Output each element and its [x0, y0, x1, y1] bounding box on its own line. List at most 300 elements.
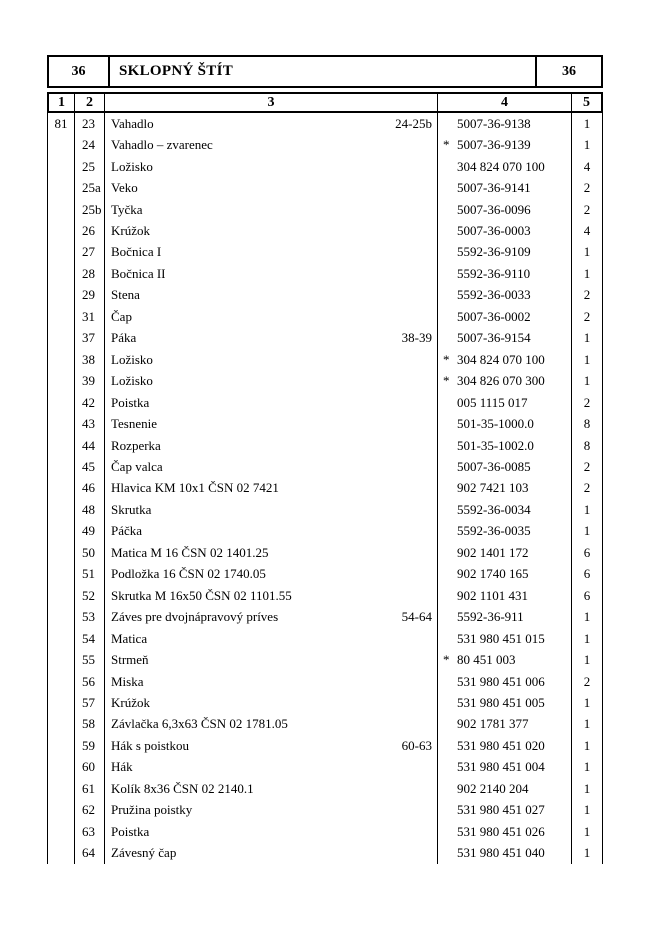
qty-cell: 6: [583, 566, 591, 582]
part-number-cell: [438, 606, 572, 627]
qty-cell: 2: [583, 201, 591, 217]
qty-cell: 8: [583, 437, 591, 453]
group-number-cell: [48, 499, 75, 520]
position-cell: 45: [75, 456, 105, 477]
part-name: Ložisko: [111, 351, 153, 367]
qty-cell: 1: [583, 737, 591, 753]
name-cell: [105, 628, 438, 649]
table-row: [48, 628, 602, 649]
part-number-cell: [438, 349, 572, 370]
column-header-1: 1: [49, 94, 75, 111]
qty-cell: 1: [583, 265, 591, 281]
qty-cell: 2: [583, 180, 591, 196]
name-cell: [105, 671, 438, 692]
part-number: 5592-36-0033: [457, 287, 531, 303]
part-number: 80 451 003: [457, 652, 516, 668]
position-cell: 57: [75, 692, 105, 713]
name-cell: [105, 585, 438, 606]
table-body: [47, 113, 603, 864]
group-number-cell: [48, 306, 75, 327]
part-number: 902 1740 165: [457, 566, 529, 582]
name-cell: [105, 821, 438, 842]
part-number-cell: [438, 413, 572, 434]
group-number-cell: [48, 521, 75, 542]
position-cell: 25b: [75, 199, 105, 220]
part-number: 501-35-1000.0: [457, 416, 534, 432]
position-cell: 55: [75, 649, 105, 670]
name-cell: [105, 242, 438, 263]
group-number-cell: [48, 606, 75, 627]
part-number-cell: [438, 542, 572, 563]
table-row: [48, 842, 602, 863]
part-number: 5007-36-0085: [457, 458, 531, 474]
position-cell: 64: [75, 842, 105, 863]
part-name: Rozperka: [111, 437, 161, 453]
qty-cell: 1: [583, 330, 591, 346]
group-number-cell: [48, 842, 75, 863]
qty-cell: 1: [583, 244, 591, 260]
qty-cell: 1: [583, 609, 591, 625]
part-name: Pružina poistky: [111, 802, 193, 818]
qty-cell: 1: [583, 845, 591, 861]
page-title: SKLOPNÝ ŠTÍT: [110, 57, 537, 86]
part-number: 902 2140 204: [457, 780, 529, 796]
table-row: [48, 714, 602, 735]
part-name: Páka: [111, 330, 137, 346]
qty-cell: 6: [583, 544, 591, 560]
part-name: Záves pre dvojnápravový príves: [111, 609, 279, 625]
qty-cell: 1: [583, 780, 591, 796]
part-number: 531 980 451 026: [457, 823, 545, 839]
part-number: 501-35-1002.0: [457, 437, 534, 453]
part-number: 5007-36-0003: [457, 222, 531, 238]
part-number-cell: [438, 435, 572, 456]
table-row: [48, 392, 602, 413]
group-number-cell: [48, 435, 75, 456]
part-number-cell: [438, 134, 572, 155]
table-row: [48, 156, 602, 177]
part-name: Strmeň: [111, 652, 149, 668]
qty-cell: 1: [583, 630, 591, 646]
group-number-cell: [48, 177, 75, 198]
part-number: 5007-36-9154: [457, 330, 531, 346]
group-number-cell: [48, 628, 75, 649]
part-number: 531 980 451 004: [457, 759, 545, 775]
group-number-cell: [48, 757, 75, 778]
group-number-cell: [48, 285, 75, 306]
part-number-cell: [438, 735, 572, 756]
table-row: [48, 606, 602, 627]
part-number-cell: [438, 521, 572, 542]
group-number-cell: [48, 800, 75, 821]
part-number-cell: [438, 199, 572, 220]
part-name: Čap: [111, 308, 132, 324]
part-number-cell: [438, 564, 572, 585]
part-name: Vahadlo: [111, 115, 154, 131]
part-name: Hlavica KM 10x1 ČSN 02 7421: [111, 480, 279, 496]
part-number-cell: [438, 177, 572, 198]
column-header-2: 2: [75, 94, 105, 111]
part-name: Kolík 8x36 ČSN 02 2140.1: [111, 780, 254, 796]
qty-cell: 2: [583, 673, 591, 689]
group-number-cell: [48, 542, 75, 563]
position-cell: 37: [75, 328, 105, 349]
table-row: [48, 692, 602, 713]
group-number-cell: [48, 671, 75, 692]
part-number: 902 1101 431: [457, 587, 529, 603]
table-header: [47, 55, 603, 88]
group-number-cell: [48, 199, 75, 220]
group-number-cell: [48, 370, 75, 391]
position-cell: 60: [75, 757, 105, 778]
part-name: Poistka: [111, 823, 150, 839]
part-number-cell: [438, 671, 572, 692]
position-cell: 26: [75, 220, 105, 241]
part-number: 531 980 451 006: [457, 673, 545, 689]
position-cell: 25a: [75, 177, 105, 198]
table-row: [48, 349, 602, 370]
part-name: Matica: [111, 630, 148, 646]
group-number-cell: [48, 564, 75, 585]
name-cell: [105, 649, 438, 670]
qty-cell: 1: [583, 351, 591, 367]
table-row: [48, 370, 602, 391]
part-number: 5592-36-9110: [457, 265, 531, 281]
part-name: Hák s poistkou: [111, 737, 189, 753]
table-row: [48, 113, 602, 134]
qty-cell: 1: [583, 759, 591, 775]
group-number-cell: [48, 328, 75, 349]
part-number: 005 1115 017: [457, 394, 528, 410]
qty-cell: 2: [583, 287, 591, 303]
position-cell: 61: [75, 778, 105, 799]
part-number-cell: [438, 778, 572, 799]
name-cell: [105, 499, 438, 520]
position-cell: 49: [75, 521, 105, 542]
name-cell: [105, 521, 438, 542]
name-cell: [105, 735, 438, 756]
table-row: [48, 134, 602, 155]
header-page-number-right: 36: [562, 63, 576, 79]
name-cell: [105, 800, 438, 821]
qty-cell: 1: [583, 115, 591, 131]
qty-cell: 6: [583, 587, 591, 603]
position-cell: 43: [75, 413, 105, 434]
qty-cell: 4: [583, 222, 591, 238]
column-header-4: 4: [438, 94, 572, 111]
qty-cell: 1: [583, 373, 591, 389]
table-row: [48, 778, 602, 799]
table-row: [48, 199, 602, 220]
part-number: 5592-36-0035: [457, 523, 531, 539]
name-cell: [105, 564, 438, 585]
group-number-cell: [48, 349, 75, 370]
part-number-cell: [438, 113, 572, 134]
table-row: [48, 821, 602, 842]
name-cell: [105, 542, 438, 563]
group-number-cell: [48, 692, 75, 713]
column-header-3: 3: [105, 94, 438, 111]
part-name: Závesný čap: [111, 845, 177, 861]
group-number-cell: [48, 220, 75, 241]
part-name: Krúžok: [111, 222, 150, 238]
part-number-cell: [438, 842, 572, 863]
position-cell: 28: [75, 263, 105, 284]
part-number: 5592-36-0034: [457, 501, 531, 517]
group-number-cell: [48, 263, 75, 284]
position-cell: 44: [75, 435, 105, 456]
position-cell: 63: [75, 821, 105, 842]
group-number-cell: [48, 456, 75, 477]
part-number-cell: [438, 499, 572, 520]
table-row: [48, 521, 602, 542]
part-number-cell: [438, 800, 572, 821]
part-name: Stena: [111, 287, 140, 303]
table-row: [48, 542, 602, 563]
star-marker: *: [443, 652, 450, 668]
position-cell: 31: [75, 306, 105, 327]
part-number: 304 826 070 300: [457, 373, 545, 389]
part-number-cell: [438, 714, 572, 735]
star-marker: *: [443, 373, 450, 389]
name-cell: [105, 199, 438, 220]
part-name: Miska: [111, 673, 144, 689]
part-number: 5592-36-911: [457, 609, 524, 625]
part-number: 531 980 451 027: [457, 802, 545, 818]
table-row: [48, 564, 602, 585]
star-marker: *: [443, 351, 450, 367]
part-number-cell: [438, 306, 572, 327]
part-number-cell: [438, 328, 572, 349]
position-cell: 29: [75, 285, 105, 306]
group-number-cell: [48, 478, 75, 499]
qty-cell: 8: [583, 416, 591, 432]
table-row: [48, 585, 602, 606]
part-name: Poistka: [111, 394, 150, 410]
table-row: [48, 800, 602, 821]
name-cell: [105, 778, 438, 799]
group-number-cell: [48, 156, 75, 177]
ref-range: 54-64: [401, 609, 432, 625]
name-cell: [105, 220, 438, 241]
name-cell: [105, 842, 438, 863]
table-row: [48, 735, 602, 756]
name-cell: [105, 392, 438, 413]
group-number-cell: [48, 649, 75, 670]
qty-cell: 2: [583, 394, 591, 410]
part-name: Tyčka: [111, 201, 143, 217]
part-name: Podložka 16 ČSN 02 1740.05: [111, 566, 266, 582]
part-number: 5007-36-9139: [457, 137, 531, 153]
position-cell: 58: [75, 714, 105, 735]
part-number-cell: [438, 263, 572, 284]
part-name: Páčka: [111, 523, 143, 539]
table-row: [48, 328, 602, 349]
part-number-cell: [438, 478, 572, 499]
part-number: 902 1781 377: [457, 716, 529, 732]
position-cell: 59: [75, 735, 105, 756]
qty-cell: 1: [583, 501, 591, 517]
position-cell: 56: [75, 671, 105, 692]
group-number-cell: [48, 821, 75, 842]
qty-cell: 1: [583, 802, 591, 818]
part-number: 531 980 451 040: [457, 845, 545, 861]
part-name: Matica M 16 ČSN 02 1401.25: [111, 544, 269, 560]
name-cell: [105, 692, 438, 713]
position-cell: 54: [75, 628, 105, 649]
part-number-cell: [438, 156, 572, 177]
part-number-cell: [438, 392, 572, 413]
part-name: Skrutka: [111, 501, 152, 517]
group-number-cell: [48, 392, 75, 413]
part-name: Tesnenie: [111, 416, 158, 432]
column-header-5: 5: [583, 94, 590, 110]
name-cell: [105, 349, 438, 370]
part-name: Skrutka M 16x50 ČSN 02 1101.55: [111, 587, 292, 603]
group-number-cell: [48, 134, 75, 155]
position-cell: 53: [75, 606, 105, 627]
part-number: 531 980 451 005: [457, 694, 545, 710]
name-cell: [105, 177, 438, 198]
part-number: 531 980 451 015: [457, 630, 545, 646]
name-cell: [105, 156, 438, 177]
position-cell: 48: [75, 499, 105, 520]
part-name: Ložisko: [111, 158, 153, 174]
part-name: Vahadlo – zvarenec: [111, 137, 213, 153]
name-cell: [105, 263, 438, 284]
header-page-number-left: 36: [49, 57, 110, 86]
table-row: [48, 177, 602, 198]
group-number-cell: [48, 242, 75, 263]
name-cell: [105, 113, 438, 134]
name-cell: [105, 456, 438, 477]
qty-cell: 1: [583, 716, 591, 732]
group-number-cell: 81: [48, 113, 75, 134]
table-row: [48, 413, 602, 434]
name-cell: [105, 328, 438, 349]
table-row: [48, 649, 602, 670]
table-row: [48, 456, 602, 477]
name-cell: [105, 370, 438, 391]
part-number: 304 824 070 100: [457, 158, 545, 174]
part-name: Čap valca: [111, 458, 163, 474]
name-cell: [105, 606, 438, 627]
part-name: Veko: [111, 180, 138, 196]
part-number: 304 824 070 100: [457, 351, 545, 367]
part-number-cell: [438, 242, 572, 263]
part-number-cell: [438, 220, 572, 241]
part-number: 531 980 451 020: [457, 737, 545, 753]
part-number-cell: [438, 821, 572, 842]
name-cell: [105, 757, 438, 778]
name-cell: [105, 134, 438, 155]
qty-cell: 1: [583, 137, 591, 153]
ref-range: 38-39: [401, 330, 432, 346]
part-number-cell: [438, 456, 572, 477]
group-number-cell: [48, 585, 75, 606]
column-header-row: [47, 92, 603, 113]
parts-table: [47, 55, 603, 864]
group-number-cell: [48, 778, 75, 799]
part-number-cell: [438, 692, 572, 713]
ref-range: 60-63: [401, 737, 432, 753]
ref-range: 24-25b: [395, 115, 432, 131]
table-row: [48, 757, 602, 778]
name-cell: [105, 413, 438, 434]
part-number: 5592-36-9109: [457, 244, 531, 260]
position-cell: 27: [75, 242, 105, 263]
part-number: 5007-36-0096: [457, 201, 531, 217]
part-number-cell: [438, 757, 572, 778]
position-cell: 51: [75, 564, 105, 585]
name-cell: [105, 478, 438, 499]
table-row: [48, 220, 602, 241]
position-cell: 38: [75, 349, 105, 370]
name-cell: [105, 435, 438, 456]
part-name: Bočnica II: [111, 265, 166, 281]
table-row: [48, 306, 602, 327]
group-number-cell: [48, 714, 75, 735]
qty-cell: 2: [583, 458, 591, 474]
table-row: [48, 435, 602, 456]
part-number-cell: [438, 628, 572, 649]
name-cell: [105, 714, 438, 735]
position-cell: 50: [75, 542, 105, 563]
table-row: [48, 263, 602, 284]
position-cell: 52: [75, 585, 105, 606]
qty-cell: 1: [583, 823, 591, 839]
table-row: [48, 499, 602, 520]
name-cell: [105, 306, 438, 327]
table-row: [48, 671, 602, 692]
part-number-cell: [438, 285, 572, 306]
table-row: [48, 478, 602, 499]
qty-cell: 1: [583, 694, 591, 710]
name-cell: [105, 285, 438, 306]
table-row: [48, 285, 602, 306]
part-name: Bočnica I: [111, 244, 162, 260]
table-row: [48, 242, 602, 263]
qty-cell: 2: [583, 308, 591, 324]
position-cell: 42: [75, 392, 105, 413]
qty-cell: 2: [583, 480, 591, 496]
part-name: Ložisko: [111, 373, 153, 389]
part-number: 902 1401 172: [457, 544, 529, 560]
position-cell: 23: [75, 113, 105, 134]
part-number: 5007-36-9141: [457, 180, 531, 196]
group-number-cell: [48, 735, 75, 756]
position-cell: 24: [75, 134, 105, 155]
qty-cell: 4: [583, 158, 591, 174]
part-name: Hák: [111, 759, 133, 775]
position-cell: 25: [75, 156, 105, 177]
qty-cell: 1: [583, 652, 591, 668]
part-number: 5007-36-0002: [457, 308, 531, 324]
position-cell: 39: [75, 370, 105, 391]
position-cell: 62: [75, 800, 105, 821]
part-name: Krúžok: [111, 694, 150, 710]
part-number-cell: [438, 370, 572, 391]
group-number-cell: [48, 413, 75, 434]
part-number: 5007-36-9138: [457, 115, 531, 131]
part-number: 902 7421 103: [457, 480, 529, 496]
part-number-cell: [438, 649, 572, 670]
qty-cell: 1: [583, 523, 591, 539]
star-marker: *: [443, 137, 450, 153]
part-number-cell: [438, 585, 572, 606]
part-name: Závlačka 6,3x63 ČSN 02 1781.05: [111, 716, 288, 732]
position-cell: 46: [75, 478, 105, 499]
